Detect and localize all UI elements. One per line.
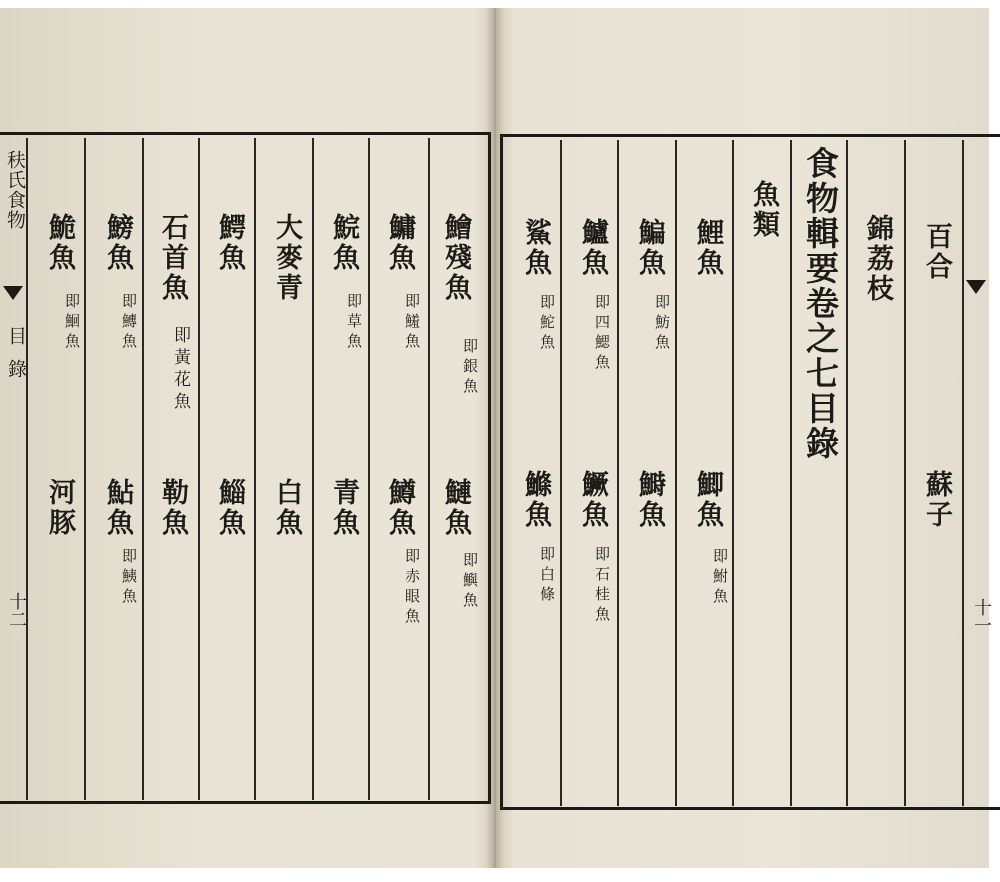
entry-note: 即鮒魚 [711, 548, 729, 608]
entry-name: 鯽魚 [692, 470, 723, 530]
column-rule [617, 140, 619, 806]
entry-name: 鮎魚 [102, 478, 133, 538]
entry-name: 鮠魚 [44, 213, 75, 273]
entry-name: 鱖魚 [577, 470, 608, 530]
margin-page-number: 十二 [6, 592, 27, 628]
entry-name: 鰣魚 [634, 470, 665, 530]
column-rule [560, 140, 562, 806]
column-rule [312, 138, 314, 800]
column-rule [790, 140, 792, 806]
column-rule [84, 138, 86, 800]
entry-name: 錦荔枝 [862, 214, 893, 304]
column-rule [675, 140, 677, 806]
entry-name: 河豚 [44, 478, 75, 538]
entry-name: 鰷魚 [520, 470, 551, 530]
entry-name: 蘇子 [921, 470, 952, 530]
column-rule [368, 138, 370, 800]
entry-note: 即魴魚 [653, 294, 671, 354]
column-rule [428, 138, 430, 800]
entry-name: 鰐魚 [214, 213, 245, 273]
entry-note: 即四鰓魚 [593, 294, 611, 374]
entry-name: 鯇魚 [328, 213, 359, 273]
column-rule [254, 138, 256, 800]
entry-name: 鯊魚 [520, 218, 551, 278]
column-rule [962, 140, 964, 806]
entry-name: 鱅魚 [384, 213, 415, 273]
column-rule [846, 140, 848, 806]
entry-name: 青魚 [328, 478, 359, 538]
margin-book-title: 䄮氏食物 [4, 150, 26, 230]
scan-top-strip [0, 0, 989, 8]
entry-note: 即赤眼魚 [403, 548, 421, 628]
entry-name: 鯉魚 [692, 218, 723, 278]
column-rule [142, 138, 144, 800]
entry-name: 鱠殘魚 [440, 213, 471, 303]
book-spread [0, 8, 992, 868]
entry-name: 鰱魚 [440, 478, 471, 538]
entry-name: 百合 [921, 222, 952, 282]
entry-name: 鱒魚 [384, 478, 415, 538]
column-rule [904, 140, 906, 806]
entry-note: 即鱃魚 [403, 293, 421, 353]
column-rule [732, 140, 734, 806]
entry-name: 石首魚 [157, 213, 188, 303]
entry-note: 即黃花魚 [170, 326, 190, 414]
entry-note: 即白條 [538, 546, 556, 606]
entry-note: 即草魚 [345, 293, 363, 353]
margin-section: 目錄 [5, 326, 27, 392]
entry-name: 鯿魚 [634, 218, 665, 278]
entry-name: 白魚 [271, 478, 302, 538]
left-page [0, 8, 494, 868]
entry-name: 勒魚 [157, 478, 188, 538]
entry-note: 即鮀魚 [538, 294, 556, 354]
volume-title: 食物輯要卷之七目錄 [801, 146, 840, 461]
fish-tail-mark [966, 280, 986, 294]
scan-corner-mark [937, 868, 981, 882]
entry-name: 鯔魚 [214, 478, 245, 538]
entry-note: 即銀魚 [461, 338, 479, 398]
column-rule [198, 138, 200, 800]
entry-note: 即鮰魚 [63, 293, 81, 353]
entry-note: 即鮧魚 [120, 548, 138, 608]
entry-note: 即鱮魚 [461, 552, 479, 612]
section-heading: 魚類 [748, 180, 779, 240]
entry-name: 鱸魚 [577, 218, 608, 278]
entry-note: 即石桂魚 [593, 546, 611, 626]
margin-page-number: 十一 [971, 598, 992, 634]
entry-note: 即鱄魚 [120, 293, 138, 353]
entry-name: 大麥青 [271, 213, 302, 303]
column-rule [26, 138, 28, 800]
fish-tail-mark [3, 286, 23, 300]
entry-name: 鰟魚 [102, 213, 133, 273]
